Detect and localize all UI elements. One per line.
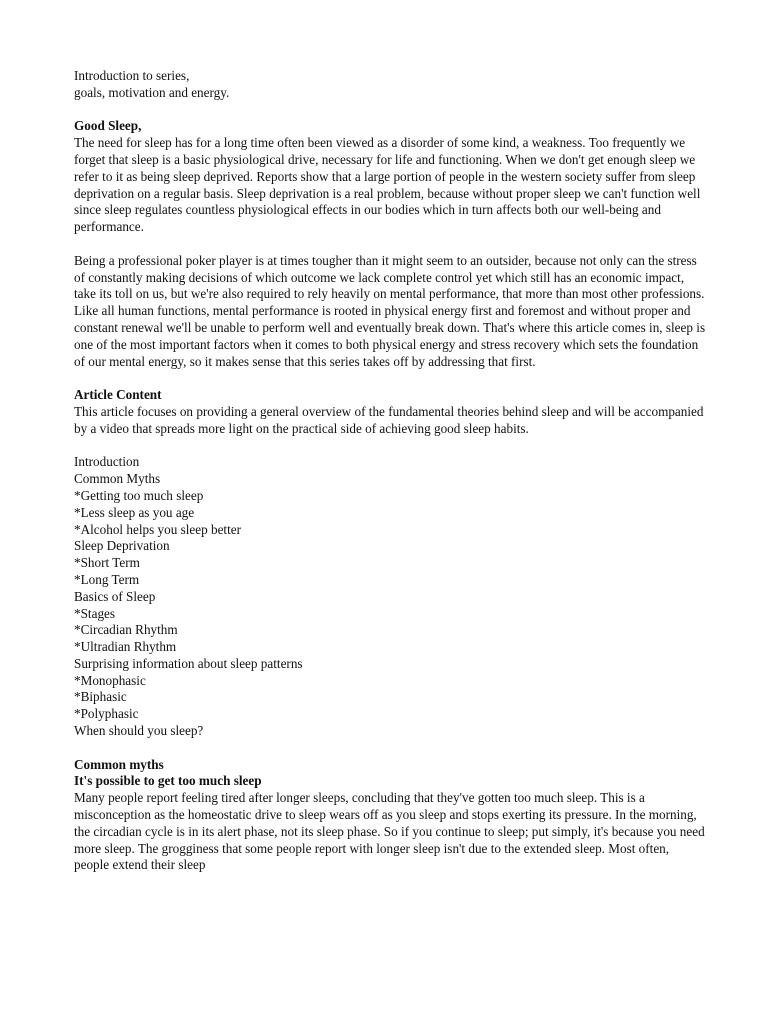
common-myths-paragraph: Many people report feeling tired after longer sleeps, concluding that they've gotten too much sleep. This is a misconception as the homeostatic drive to sleep wears off as you sleep and stops exerting its pressure. In the morning, the circadian cycle is in its alert phase, not its sleep phase. So if you continue to sleep; put simply, it's because you need more sleep. The grogginess that some people report with longer sleep isn't due to the extended sleep. Most often, people extend their sleep bbox=[74, 790, 705, 873]
article-content-section bbox=[74, 387, 706, 437]
good-sleep-paragraph-2: Being a professional poker player is at times tougher than it might seem to an outsider, because not only can the stress of constantly making decisions of which outcome we lack complete control yet which still has an economic impact, take its toll on us, but we're also required to rely heavily on mental performance, that more than most other professions. Like all human functions, mental performance is rooted in physical energy first and foremost and without proper and constant renewal we'll be unable to perform well and eventually break down. That's where this article comes in, sleep is one of the most important factors when it comes to both physical energy and stress recovery which sets the foundation of our mental energy, so it makes sense that this series takes off by addressing that first. bbox=[74, 252, 706, 369]
toc-item: *Short Term bbox=[74, 555, 140, 571]
common-myths-heading: Common myths bbox=[74, 756, 164, 772]
article-content-heading: Article Content bbox=[74, 387, 162, 403]
toc-item: *Less sleep as you age bbox=[74, 504, 195, 520]
toc-item: *Ultradian Rhythm bbox=[74, 639, 177, 655]
intro-section bbox=[74, 68, 706, 102]
good-sleep-section bbox=[74, 118, 706, 370]
toc-item: *Biphasic bbox=[74, 689, 127, 705]
table-of-contents bbox=[74, 454, 706, 740]
toc-item: *Monophasic bbox=[74, 672, 146, 688]
good-sleep-heading: Good Sleep, bbox=[74, 118, 142, 134]
toc-item: *Long Term bbox=[74, 571, 140, 587]
toc-item: Basics of Sleep bbox=[74, 588, 156, 604]
toc-item: *Circadian Rhythm bbox=[74, 622, 178, 638]
intro-line-1: Introduction to series, bbox=[74, 68, 190, 83]
toc-item: *Polyphasic bbox=[74, 706, 139, 722]
intro-line-2: goals, motivation and energy. bbox=[74, 84, 230, 100]
toc-item: Common Myths bbox=[74, 471, 161, 487]
document-page bbox=[74, 68, 706, 874]
toc-item: *Alcohol helps you sleep better bbox=[74, 521, 242, 537]
toc-item: When should you sleep? bbox=[74, 723, 204, 739]
common-myths-section bbox=[74, 757, 706, 875]
toc-item: *Getting too much sleep bbox=[74, 487, 204, 503]
toc-item: Surprising information about sleep patterns bbox=[74, 655, 303, 671]
article-content-paragraph: This article focuses on providing a general overview of the fundamental theories behind sleep and will be accompanied by a video that spreads more light on the practical side of achieving good sleep habits. bbox=[74, 403, 704, 436]
toc-item: Sleep Deprivation bbox=[74, 538, 170, 554]
toc-item: Introduction bbox=[74, 454, 140, 470]
common-myths-subheading: It's possible to get too much sleep bbox=[74, 773, 262, 789]
toc-item: *Stages bbox=[74, 605, 116, 621]
good-sleep-paragraph-1: The need for sleep has for a long time often been viewed as a disorder of some kind, a weakness. Too frequently we forget that sleep is a basic physiological drive, necessary for life and functioning. When we don't get enough sleep we refer to it as being sleep deprived. Reports show that a large portion of people in the western society suffer from sleep deprivation on a regular basis. Sleep deprivation is a real problem, because without proper sleep we can't function well since sleep regulates countless physiological effects in our bodies which in turn affects both our well-being and performance. bbox=[74, 135, 701, 235]
